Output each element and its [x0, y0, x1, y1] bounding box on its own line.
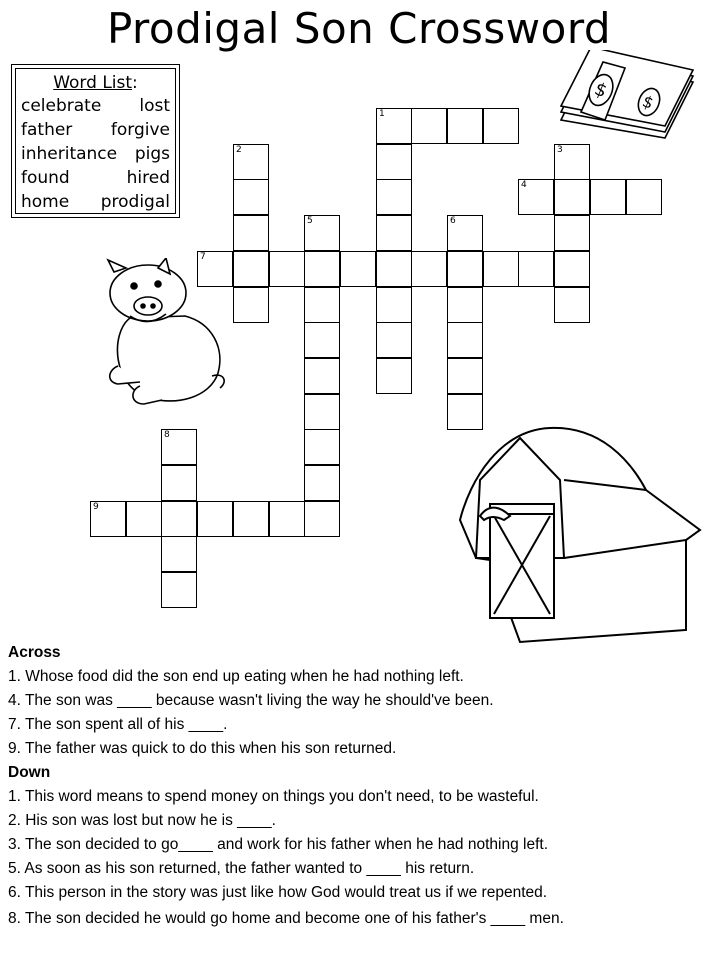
clue-number-label: 9	[93, 502, 99, 512]
grid-cell[interactable]	[304, 358, 340, 394]
word-list-row: found hired	[21, 168, 170, 188]
grid-cell[interactable]	[304, 287, 340, 323]
down-clue: 5. As soon as his son returned, the father wanted to ____ his return.	[8, 860, 475, 877]
grid-cell[interactable]	[161, 536, 197, 572]
grid-cell[interactable]	[554, 287, 590, 323]
across-clue: 4. The son was ____ because wasn't living the way he should've been.	[8, 692, 494, 709]
grid-cell[interactable]	[376, 179, 412, 215]
grid-cell[interactable]	[554, 215, 590, 251]
across-clue: 7. The son spent all of his ____.	[8, 716, 228, 733]
grid-cell[interactable]	[269, 251, 305, 287]
clue-number-label: 5	[307, 216, 313, 226]
grid-cell[interactable]	[554, 179, 590, 215]
grid-cell[interactable]	[376, 287, 412, 323]
word-list-row: home prodigal	[21, 192, 170, 212]
money-symbol: $	[591, 78, 610, 103]
clues-section	[8, 641, 718, 931]
money-symbol: $	[639, 91, 657, 113]
clue-number-label: 1	[379, 109, 385, 119]
across-heading: Across	[8, 644, 61, 661]
grid-cell[interactable]	[447, 287, 483, 323]
clue-number-label: 4	[521, 180, 527, 190]
grid-cell[interactable]	[376, 322, 412, 358]
grid-cell[interactable]	[233, 215, 269, 251]
grid-cell[interactable]	[518, 251, 554, 287]
clue-number-label: 6	[450, 216, 456, 226]
clue-number-label: 8	[164, 430, 170, 440]
grid-cell[interactable]	[376, 251, 412, 287]
grid-cell[interactable]	[447, 358, 483, 394]
word-list-row: inheritance pigs	[21, 144, 170, 164]
grid-cell[interactable]	[233, 287, 269, 323]
grid-cell[interactable]	[126, 501, 162, 537]
grid-cell[interactable]	[626, 179, 662, 215]
down-clue: 1. This word means to spend money on things you don't need, to be wasteful.	[8, 788, 539, 805]
grid-cell[interactable]	[376, 358, 412, 394]
grid-cell[interactable]	[304, 251, 340, 287]
page-title: Prodigal Son Crossword	[106, 4, 612, 53]
grid-cell[interactable]	[554, 251, 590, 287]
grid-cell[interactable]	[376, 144, 412, 180]
grid-cell[interactable]	[233, 179, 269, 215]
grid-cell[interactable]	[483, 108, 519, 144]
grid-cell[interactable]	[590, 179, 626, 215]
word-list-heading: Word List:	[53, 73, 138, 93]
grid-cell[interactable]	[304, 501, 340, 537]
grid-cell[interactable]	[376, 215, 412, 251]
grid-cell[interactable]	[411, 108, 447, 144]
grid-cell[interactable]	[304, 465, 340, 501]
clue-number-label: 3	[557, 145, 563, 155]
grid-cell[interactable]	[161, 572, 197, 608]
grid-cell[interactable]	[483, 251, 519, 287]
grid-cell[interactable]	[161, 465, 197, 501]
down-clue: 8. The son decided he would go home and become one of his father's ____ men.	[8, 910, 564, 927]
down-clue: 3. The son decided to go____ and work for his father when he had nothing left.	[8, 836, 549, 853]
word-list-row: celebrate lost	[21, 96, 170, 116]
grid-cell[interactable]	[447, 108, 483, 144]
grid-cell[interactable]	[233, 251, 269, 287]
grid-cell[interactable]	[411, 251, 447, 287]
grid-cell[interactable]	[233, 501, 269, 537]
grid-cell[interactable]	[269, 501, 305, 537]
grid-cell[interactable]	[197, 501, 233, 537]
grid-cell[interactable]	[340, 251, 376, 287]
word-list-row: father forgive	[21, 120, 170, 140]
down-heading: Down	[8, 764, 51, 781]
grid-cell[interactable]	[447, 251, 483, 287]
clue-number-label: 7	[200, 252, 206, 262]
across-clue: 9. The father was quick to do this when his son returned.	[8, 740, 397, 757]
down-clue: 2. His son was lost but now he is ____.	[8, 812, 276, 829]
grid-cell[interactable]	[304, 322, 340, 358]
grid-cell[interactable]	[304, 394, 340, 430]
clue-number-label: 2	[236, 145, 242, 155]
grid-cell[interactable]	[447, 394, 483, 430]
grid-cell[interactable]	[161, 501, 197, 537]
grid-cell[interactable]	[304, 429, 340, 465]
down-clue: 6. This person in the story was just like how God would treat us if we repented.	[8, 884, 548, 901]
grid-cell[interactable]	[447, 322, 483, 358]
across-clue: 1. Whose food did the son end up eating when he had nothing left.	[8, 668, 464, 685]
